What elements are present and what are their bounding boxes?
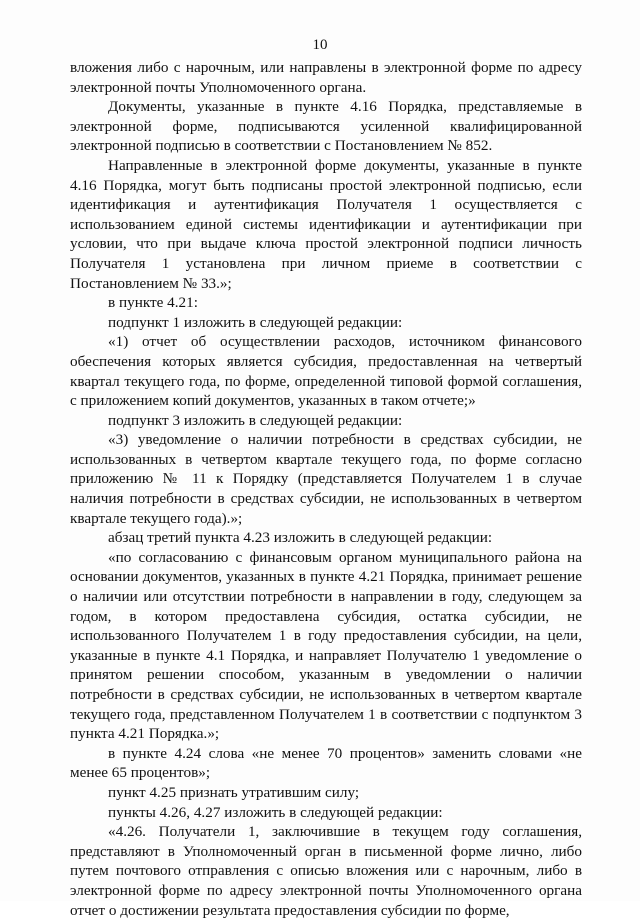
paragraph-point-4-26-text: «4.26. Получатели 1, заключившие в текущем году соглашения, представляют в Уполномоченный орган в письменной форме лично, либо путем почтового отправления с описью вложения или с нарочным, либо в электронной форме по адресу электронной почты Уполномоченного органа отчет о достижении результата предоставления субсидии по форме,: [70, 823, 582, 919]
paragraph-continuation: вложения либо с нарочным, или направлены в электронной форме по адресу электронной почты Уполномоченного органа.: [70, 59, 582, 96]
paragraph-point-4-23-text: «по согласованию с финансовым органом муниципального района на основании документов, указанных в пункте 4.21 Порядка, принимает решение о наличии или отсутствии потребности в направлении в году, следующем за годом, в котором предоставлена субсидия, остатка субсидии, не использованного Получателем 1 в году предоставления субсидии, на цели, указанные в пункте 4.1 Порядка, и направляет Получателю 1 уведомление о принятом решении способом, указанным в уведомлении о наличии потребности в средствах субсидии, не использованных в четвертом квартале текущего года, представленном Получателем 1 в соответствии с подпунктом 3 пункта 4.21 Порядка.»;: [70, 548, 582, 743]
paragraph-point-4-24: в пункте 4.24 слова «не менее 70 процентов» заменить словами «не менее 65 процентов»;: [70, 744, 582, 782]
paragraph-point-4-21: в пункте 4.21:: [108, 294, 198, 312]
paragraph-signature-documents: Документы, указанные в пункте 4.16 Порядка, представляемые в электронной форме, подписываются усиленной квалифицированной электронной подписью в соответствии с Постановлением № 852.: [70, 98, 582, 155]
paragraph-point-4-25: пункт 4.25 признать утратившим силу;: [108, 783, 360, 801]
paragraph-simple-signature: Направленные в электронной форме документы, указанные в пункте 4.16 Порядка, могут быть подписаны простой электронной подписью, если идентификация и аутентификация Получателя 1 осуществляется с использованием единой системы идентификации и аутентификации при условии, что при выдаче ключа простой электронной подписи личность Получателя 1 установлена при личном приеме в соответствии с Постановлением № 33.»;: [70, 156, 582, 292]
paragraph-subpoint-3-intro: подпункт 3 изложить в следующей редакции:: [108, 411, 403, 429]
paragraph-point-4-23-intro: абзац третий пункта 4.23 изложить в следующей редакции:: [108, 529, 493, 547]
paragraph-subpoint-1-intro: подпункт 1 изложить в следующей редакции:: [108, 313, 403, 331]
paragraph-subpoint-3-text: «3) уведомление о наличии потребности в средствах субсидии, не использованных в четвертом квартале текущего года, по форме согласно приложению № 11 к Порядку (представляется Получателем 1 в случае наличия потребности в средствах субсидии, не использованных в четвертом квартале текущего года).»;: [70, 431, 582, 527]
paragraph-subpoint-1-text: «1) отчет об осуществлении расходов, источником финансового обеспечения которых является субсидия, предоставленная на четвертый квартал текущего года, по форме, определенной типовой формой соглашения, с приложением копий документов, указанных в таком отчете;»: [70, 333, 582, 410]
page-number: 10: [312, 37, 328, 53]
document-body: [70, 58, 582, 920]
paragraph-points-4-26-4-27-intro: пункты 4.26, 4.27 изложить в следующей редакции:: [108, 803, 443, 821]
